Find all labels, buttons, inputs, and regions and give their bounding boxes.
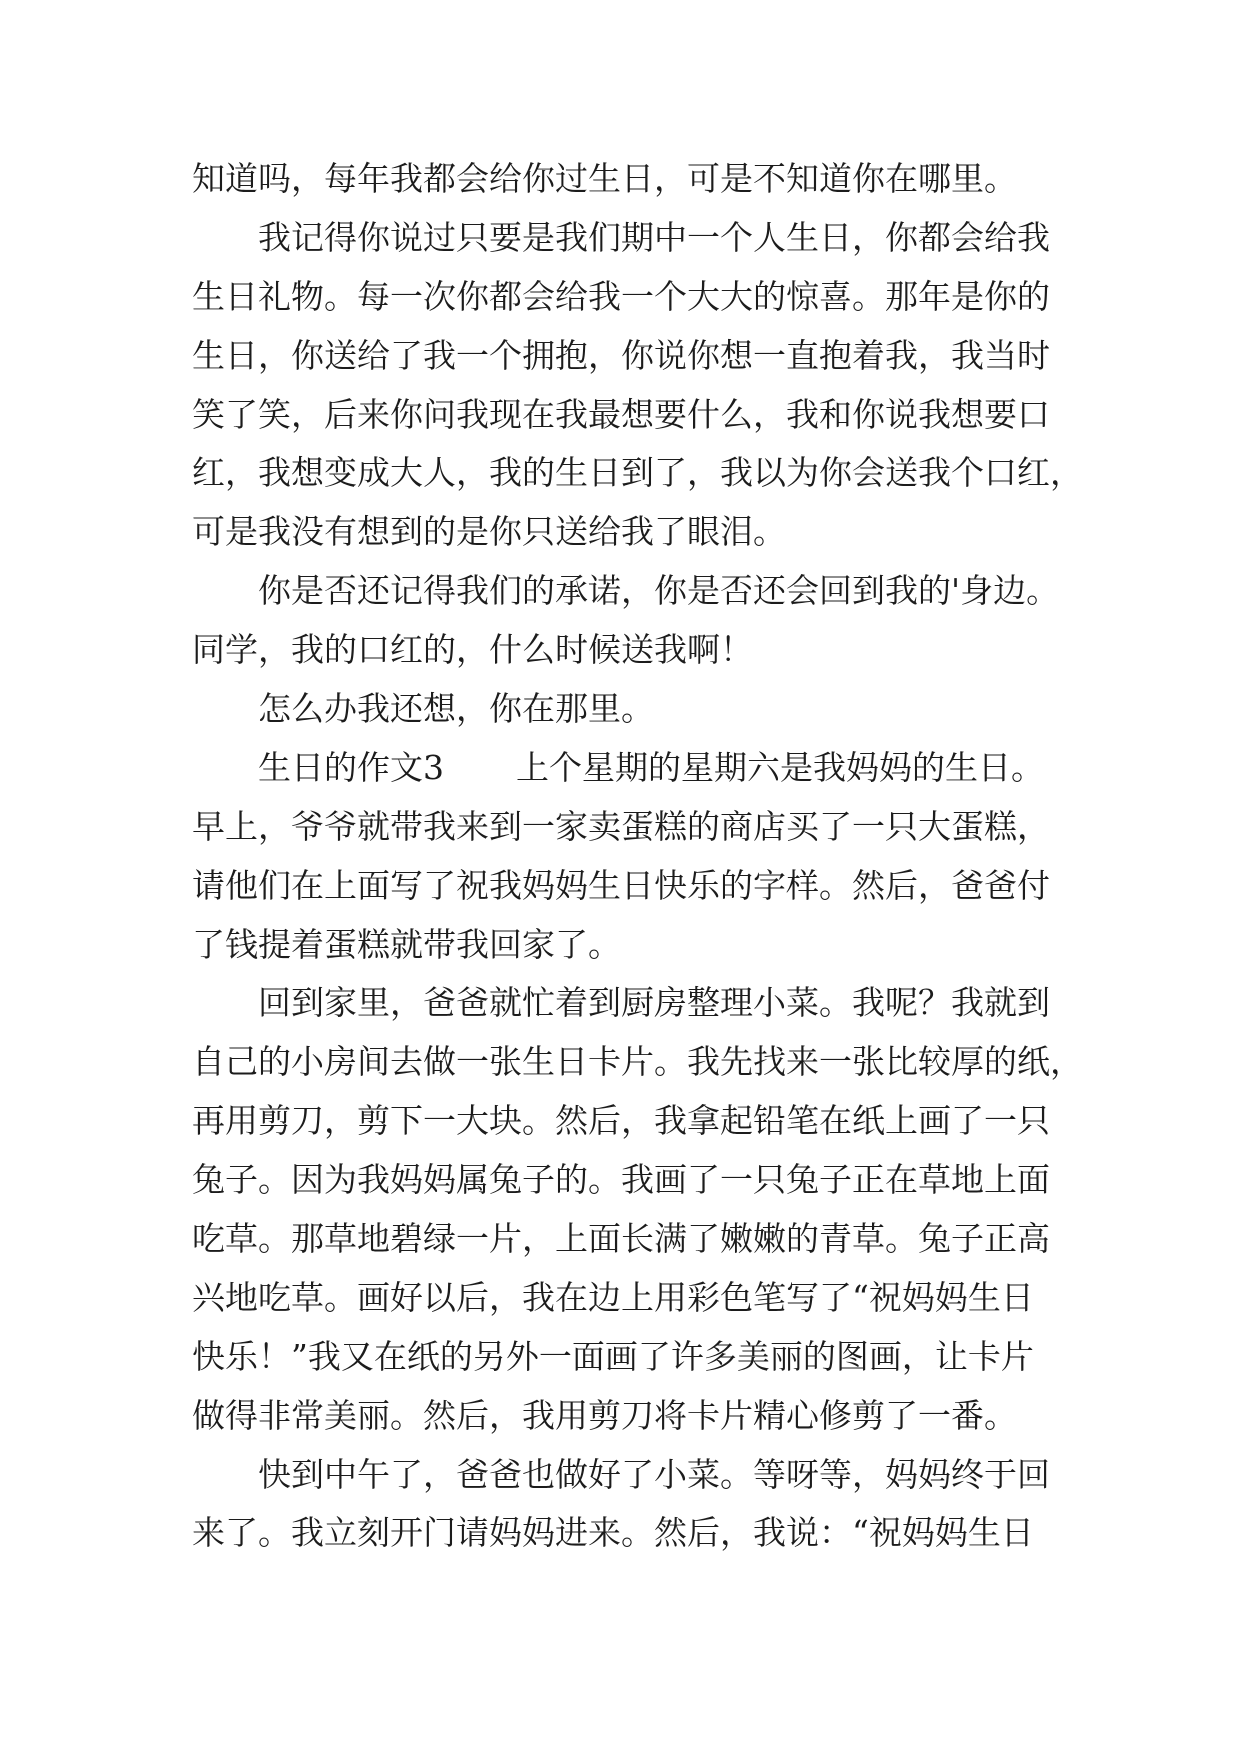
paragraph-start-line: 你是否还记得我们的承诺，你是否还会回到我的'身边。 (258, 571, 1060, 611)
text-line: 知道吗，每年我都会给你过生日，可是不知道你在哪里。 (192, 159, 1017, 198)
paragraph-start-line: 回到家里，爸爸就忙着到厨房整理小菜。我呢？我就到 (258, 983, 1050, 1023)
section-heading: 生日的作文3 (258, 747, 444, 787)
text-line: 做得非常美丽。然后，我用剪刀将卡片精心修剪了一番。 (192, 1395, 1017, 1435)
text-line: 再用剪刀，剪下一大块。然后，我拿起铅笔在纸上画了一只 (192, 1101, 1050, 1141)
text-line: 吃草。那草地碧绿一片，上面长满了嫩嫩的青草。兔子正高 (192, 1219, 1050, 1259)
text-line: 红，我想变成大人，我的生日到了，我以为你会送我个口红， (192, 453, 1083, 493)
paragraph-start-line: 怎么办我还想，你在那里。 (258, 689, 654, 729)
paragraph-start-line: 快到中午了，爸爸也做好了小菜。等呀等，妈妈终于回 (258, 1454, 1050, 1494)
text-line: 了钱提着蛋糕就带我回家了。 (192, 924, 621, 964)
section-heading-line (192, 739, 1092, 798)
text-line: 生日，你送给了我一个拥抱，你说你想一直抱着我，我当时 (192, 335, 1050, 375)
text-line: 请他们在上面写了祝我妈妈生日快乐的字样。然后，爸爸付 (192, 865, 1050, 905)
text-line: 兴地吃草。画好以后，我在边上用彩色笔写了“祝妈妈生日 (192, 1277, 1034, 1317)
paragraph-start-line: 我记得你说过只要是我们期中一个人生日，你都会给我 (258, 217, 1050, 257)
document-page (192, 150, 1092, 1563)
heading-line-text: 上个星期的星期六是我妈妈的生日。 (516, 747, 1044, 787)
text-line: 来了。我立刻开门请妈妈进来。然后，我说：“祝妈妈生日 (192, 1513, 1034, 1553)
text-line: 笑了笑，后来你问我现在我最想要什么，我和你说我想要口 (192, 394, 1050, 434)
text-line: 同学，我的口红的，什么时候送我啊！ (192, 630, 753, 670)
text-line: 生日礼物。每一次你都会给我一个大大的惊喜。那年是你的 (192, 276, 1050, 316)
text-line: 快乐！”我又在纸的另外一面画了许多美丽的图画，让卡片 (192, 1336, 1034, 1376)
text-line: 可是我没有想到的是你只送给我了眼泪。 (192, 512, 786, 552)
text-line: 兔子。因为我妈妈属兔子的。我画了一只兔子正在草地上面 (192, 1160, 1050, 1200)
text-line: 自己的小房间去做一张生日卡片。我先找来一张比较厚的纸， (192, 1042, 1083, 1082)
text-line: 早上，爷爷就带我来到一家卖蛋糕的商店买了一只大蛋糕， (192, 806, 1050, 846)
